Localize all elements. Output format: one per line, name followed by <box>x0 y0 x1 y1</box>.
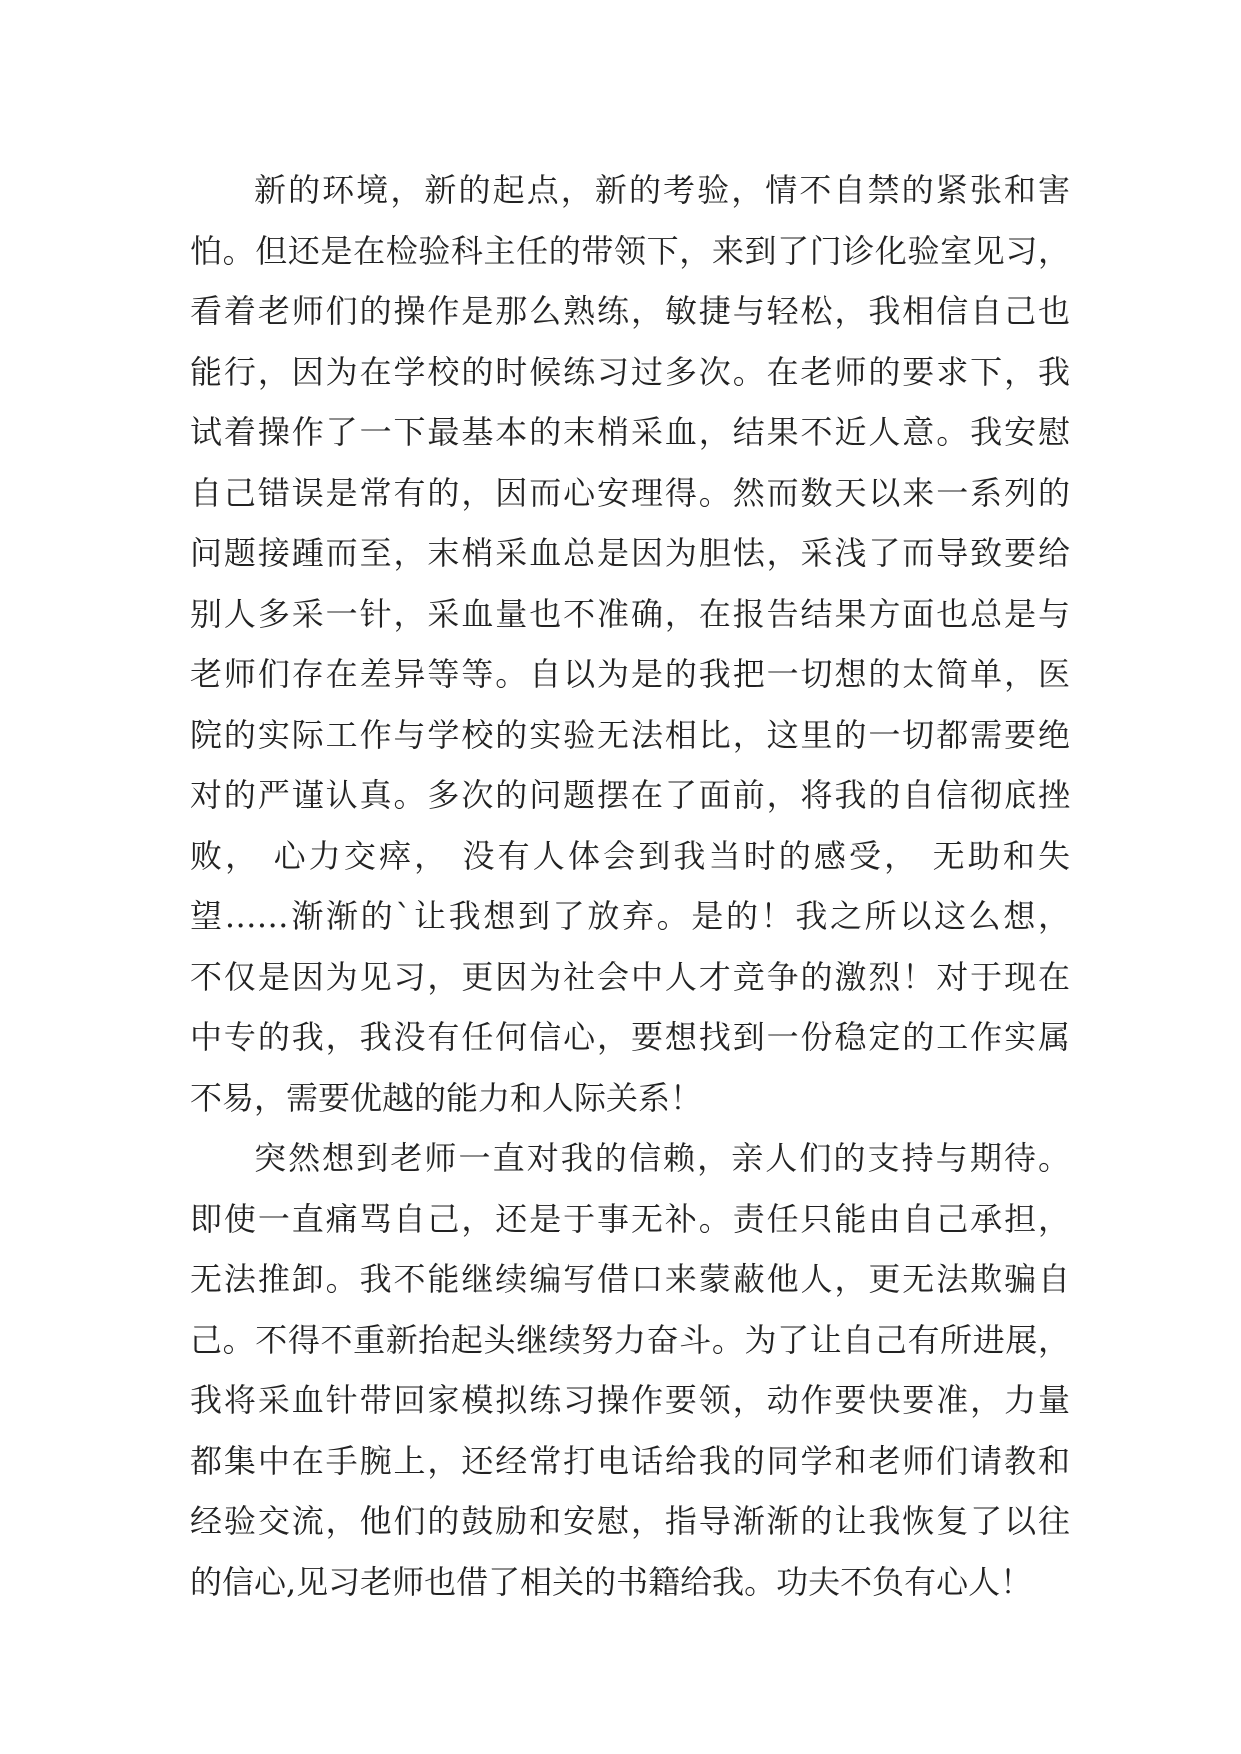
paragraph-1-line-16: 不易，需要优越的能力和人际关系！ <box>190 1078 703 1117</box>
paragraph-1-line-14: 不仅是因为见习，更因为社会中人才竞争的激烈！对于现在 <box>190 957 1070 996</box>
paragraph-1-line-7: 问题接踵而至，末梢采血总是因为胆怯，采浅了而导致要给 <box>190 534 1070 572</box>
paragraph-1-line-6: 自己错误是常有的，因而心安理得。然而数天以来一系列的 <box>190 473 1070 512</box>
paragraph-1-line-5: 试着操作了一下最基本的末梢采血，结果不近人意。我安慰 <box>190 413 1070 451</box>
paragraph-1-line-8: 别人多采一针，采血量也不准确，在报告结果方面也总是与 <box>190 594 1070 633</box>
paragraph-1-line-13: 望……渐渐的`让我想到了放弃。是的！我之所以这么想， <box>190 897 1070 935</box>
paragraph-1-line-11: 对的严谨认真。多次的问题摆在了面前，将我的自信彻底挫 <box>190 776 1070 814</box>
paragraph-1-line-9: 老师们存在差异等等。自以为是的我把一切想的太简单，医 <box>190 655 1070 693</box>
paragraph-2-line-1: 突然想到老师一直对我的信赖，亲人们的支持与期待。 <box>254 1139 1070 1177</box>
paragraph-1-line-2: 怕。但还是在检验科主任的带领下，来到了门诊化验室见习， <box>190 231 1070 270</box>
paragraph-2-line-6: 都集中在手腕上，还经常打电话给我的同学和老师们请教和 <box>190 1441 1070 1480</box>
paragraph-2-line-2: 即使一直痛骂自己，还是于事无补。责任只能由自己承担， <box>190 1199 1070 1238</box>
paragraph-1-line-15: 中专的我，我没有任何信心，要想找到一份稳定的工作实属 <box>190 1018 1070 1056</box>
paragraph-1-line-1: 新的环境，新的起点，新的考验，情不自禁的紧张和害 <box>254 171 1070 209</box>
paragraph-2-line-4: 己。不得不重新抬起头继续努力奋斗。为了让自己有所进展， <box>190 1320 1070 1359</box>
paragraph-2-line-5: 我将采血针带回家模拟练习操作要领，动作要快要准，力量 <box>190 1381 1070 1419</box>
paragraph-2-line-8: 的信心,见习老师也借了相关的书籍给我。功夫不负有心人！ <box>190 1562 1033 1601</box>
paragraph-1-line-12: 败， 心力交瘁， 没有人体会到我当时的感受， 无助和失 <box>190 836 1070 875</box>
paragraph-1-line-4: 能行，因为在学校的时候练习过多次。在老师的要求下，我 <box>190 352 1070 391</box>
paragraph-2-line-7: 经验交流，他们的鼓励和安慰，指导渐渐的让我恢复了以往 <box>190 1502 1070 1540</box>
paragraph-2-line-3: 无法推卸。我不能继续编写借口来蒙蔽他人，更无法欺骗自 <box>190 1260 1070 1298</box>
document-body <box>190 160 1070 1612</box>
paragraph-1-line-10: 院的实际工作与学校的实验无法相比，这里的一切都需要绝 <box>190 715 1070 754</box>
paragraph-1-line-3: 看着老师们的操作是那么熟练，敏捷与轻松，我相信自己也 <box>190 292 1070 330</box>
